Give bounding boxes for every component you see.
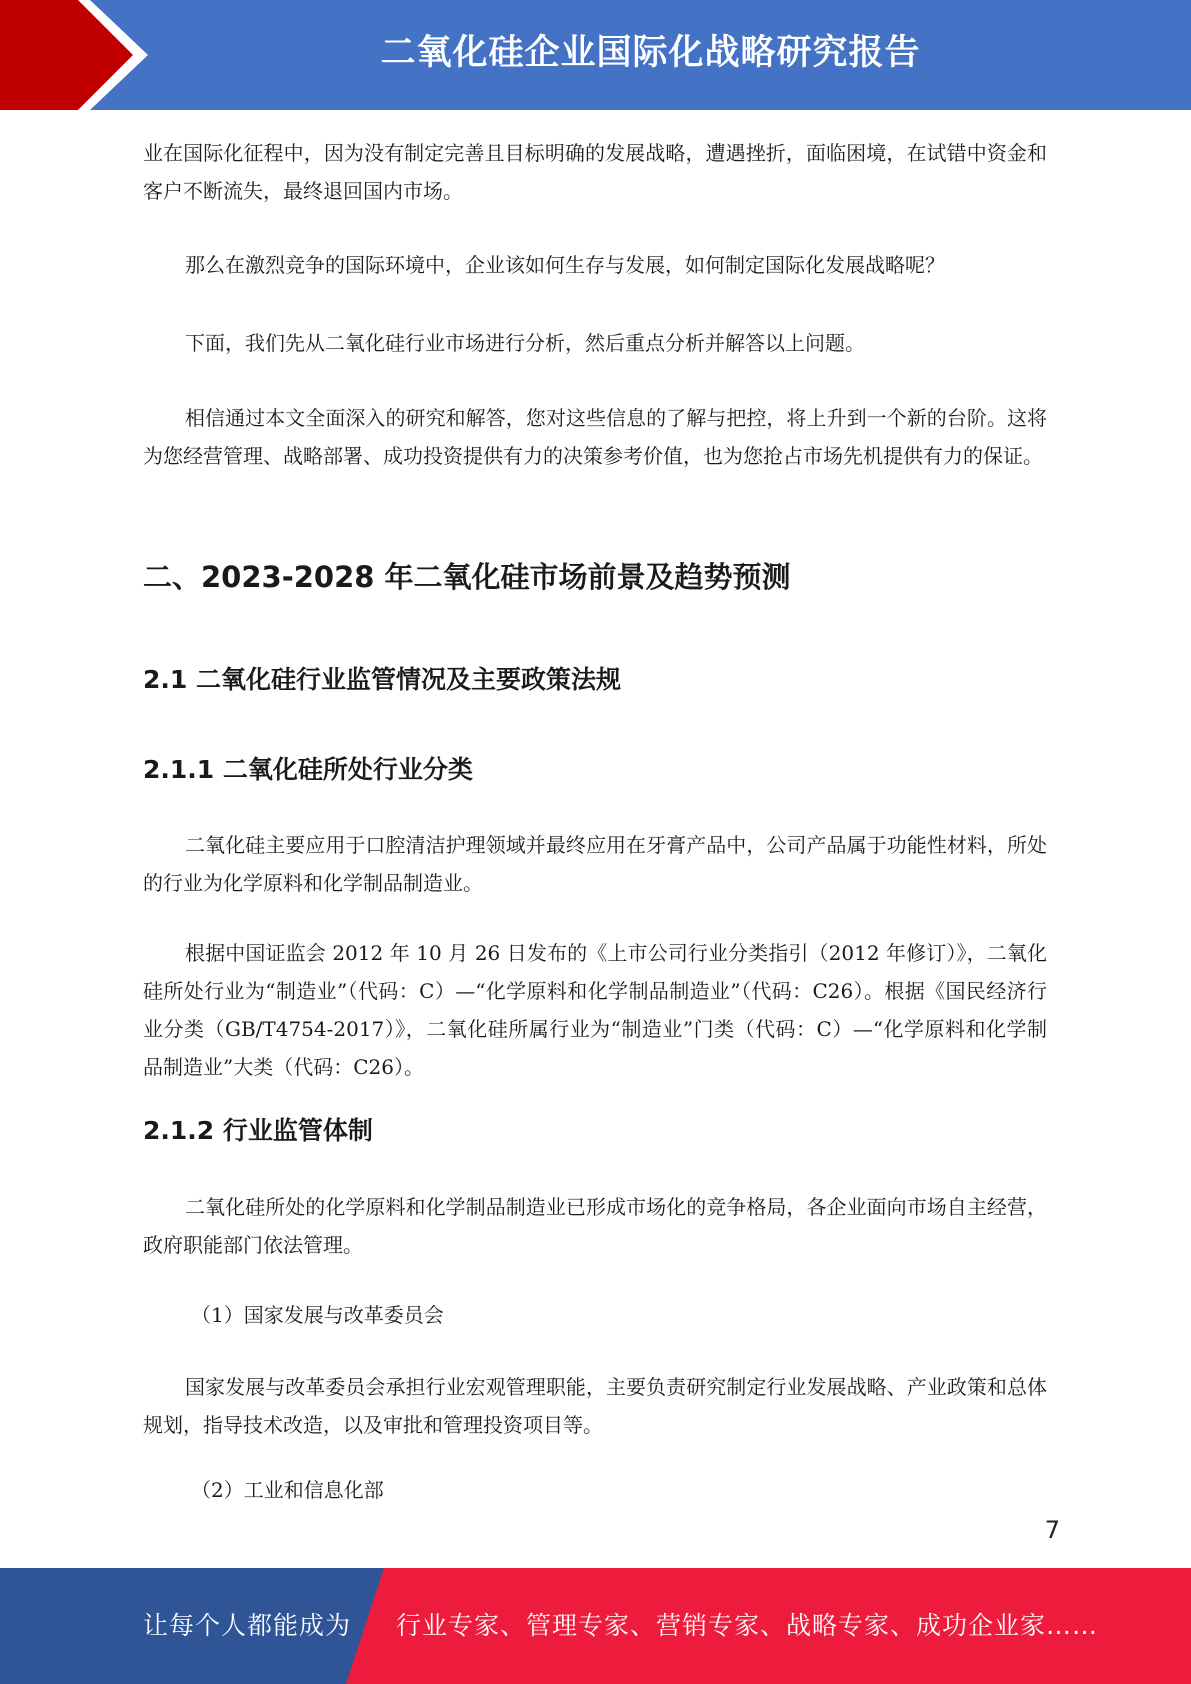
page-footer: [0, 1568, 1191, 1684]
paragraph-question: 那么在激烈竞争的国际环境中，企业该如何生存与发展，如何制定国际化发展战略呢？: [185, 253, 945, 277]
section-heading-2-1-2: 2.1.2 行业监管体制: [143, 1116, 373, 1145]
chapter-heading: 二、2023-2028 年二氧化硅市场前景及趋势预测: [143, 560, 791, 594]
footer-slogan-left: 让每个人都能成为: [143, 1611, 352, 1640]
report-title: 二氧化硅企业国际化战略研究报告: [380, 33, 921, 73]
paragraph-industry-classification: 根据中国证监会 2012 年 10 月 26 日发布的《上市公司行业分类指引（2012 年修订）》，二氧化硅所处行业为“制造业”（代码：C）—“化学原料和化学制品制造业”（代码：C26）。根据《国民经济行业分类（GB/T4754-2017）》，二氧化硅所属行业为“制造业”门类（代码：C）—“化学原料和化学制品制造业”大类（代码：C26）。: [143, 941, 1047, 1079]
footer-slogan-right: 行业专家、管理专家、营销专家、战略专家、成功企业家……: [396, 1611, 1099, 1640]
list-item-ndrc: （1）国家发展与改革委员会: [191, 1303, 444, 1327]
paragraph-analysis-plan: 下面，我们先从二氧化硅行业市场进行分析，然后重点分析并解答以上问题。: [185, 331, 865, 355]
page-number: 7: [1044, 1516, 1060, 1544]
paragraph-ndrc-duties: 国家发展与改革委员会承担行业宏观管理职能，主要负责研究制定行业发展战略、产业政策和总体规划，指导技术改造，以及审批和管理投资项目等。: [143, 1375, 1047, 1437]
section-heading-2-1: 2.1 二氧化硅行业监管情况及主要政策法规: [143, 665, 621, 694]
header-chevron-decoration: [0, 0, 160, 110]
paragraph-intro-continued: 业在国际化征程中，因为没有制定完善且目标明确的发展战略，遭遇挫折，面临困境，在试错中资金和客户不断流失，最终退回国内市场。: [143, 141, 1047, 203]
paragraph-value-statement: 相信通过本文全面深入的研究和解答，您对这些信息的了解与把控，将上升到一个新的台阶。这将为您经营管理、战略部署、成功投资提供有力的决策参考价值，也为您抢占市场先机提供有力的保证。: [143, 406, 1047, 468]
list-item-miit: （2）工业和信息化部: [191, 1478, 384, 1502]
paragraph-regulatory-system: 二氧化硅所处的化学原料和化学制品制造业已形成市场化的竞争格局，各企业面向市场自主经营，政府职能部门依法管理。: [143, 1195, 1047, 1257]
paragraph-industry-application: 二氧化硅主要应用于口腔清洁护理领域并最终应用在牙膏产品中，公司产品属于功能性材料，所处的行业为化学原料和化学制品制造业。: [143, 833, 1047, 895]
page-header: [0, 0, 1191, 110]
section-heading-2-1-1: 2.1.1 二氧化硅所处行业分类: [143, 755, 473, 784]
